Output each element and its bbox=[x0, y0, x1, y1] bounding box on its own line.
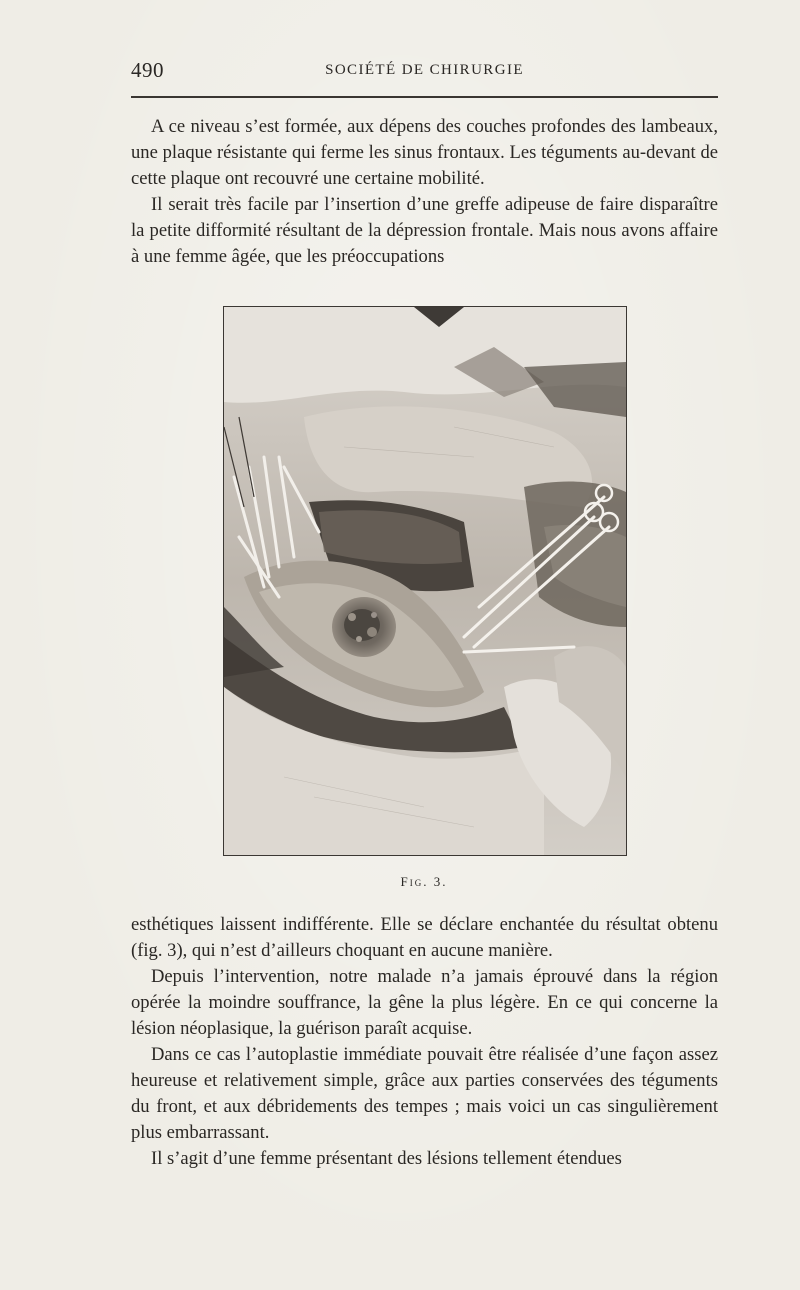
paragraph: Dans ce cas l’autoplastie immédiate pouvait être réalisée d’une façon assez heureuse et relativement simple, grâce aux parties conservées des téguments du front, et aux débridements des tempes ; mais voici un cas singulièrement plus embarrassant. bbox=[131, 1044, 718, 1143]
paragraph: Il serait très facile par l’insertion d’une greffe adipeuse de faire disparaître la petite difformité résultant de la dépression frontale. Mais nous avons affaire à une femme âgée, que les préoccupations bbox=[131, 194, 718, 267]
paragraph: esthétiques laissent indifférente. Elle se déclare enchantée du résultat obtenu (fig. 3), qui n’est d’ailleurs choquant en aucune manière. bbox=[131, 914, 718, 961]
figure-caption: Fig. 3. bbox=[400, 874, 448, 889]
running-head bbox=[131, 58, 718, 86]
text-block-top bbox=[131, 114, 718, 270]
paragraph: Depuis l’intervention, notre malade n’a jamais éprouvé dans la région opérée la moindre souffrance, la gêne la plus légère. En ce qui concerne la lésion néoplasique, la guérison paraît acquise. bbox=[131, 966, 718, 1039]
paragraph: Il s’agit d’une femme présentant des lésions tellement étendues bbox=[151, 1148, 622, 1169]
text-block-bottom bbox=[131, 912, 718, 1172]
paragraph: A ce niveau s’est formée, aux dépens des couches profondes des lambeaux, une plaque résistante qui ferme les sinus frontaux. Les téguments au-devant de cette plaque ont recouvré une certaine mobilité. bbox=[131, 116, 718, 189]
photograph-image bbox=[224, 307, 626, 855]
page-number: 490 bbox=[131, 58, 164, 82]
surgical-photograph bbox=[223, 306, 627, 856]
running-title: SOCIÉTÉ DE CHIRURGIE bbox=[325, 62, 524, 78]
header-rule bbox=[131, 96, 718, 98]
